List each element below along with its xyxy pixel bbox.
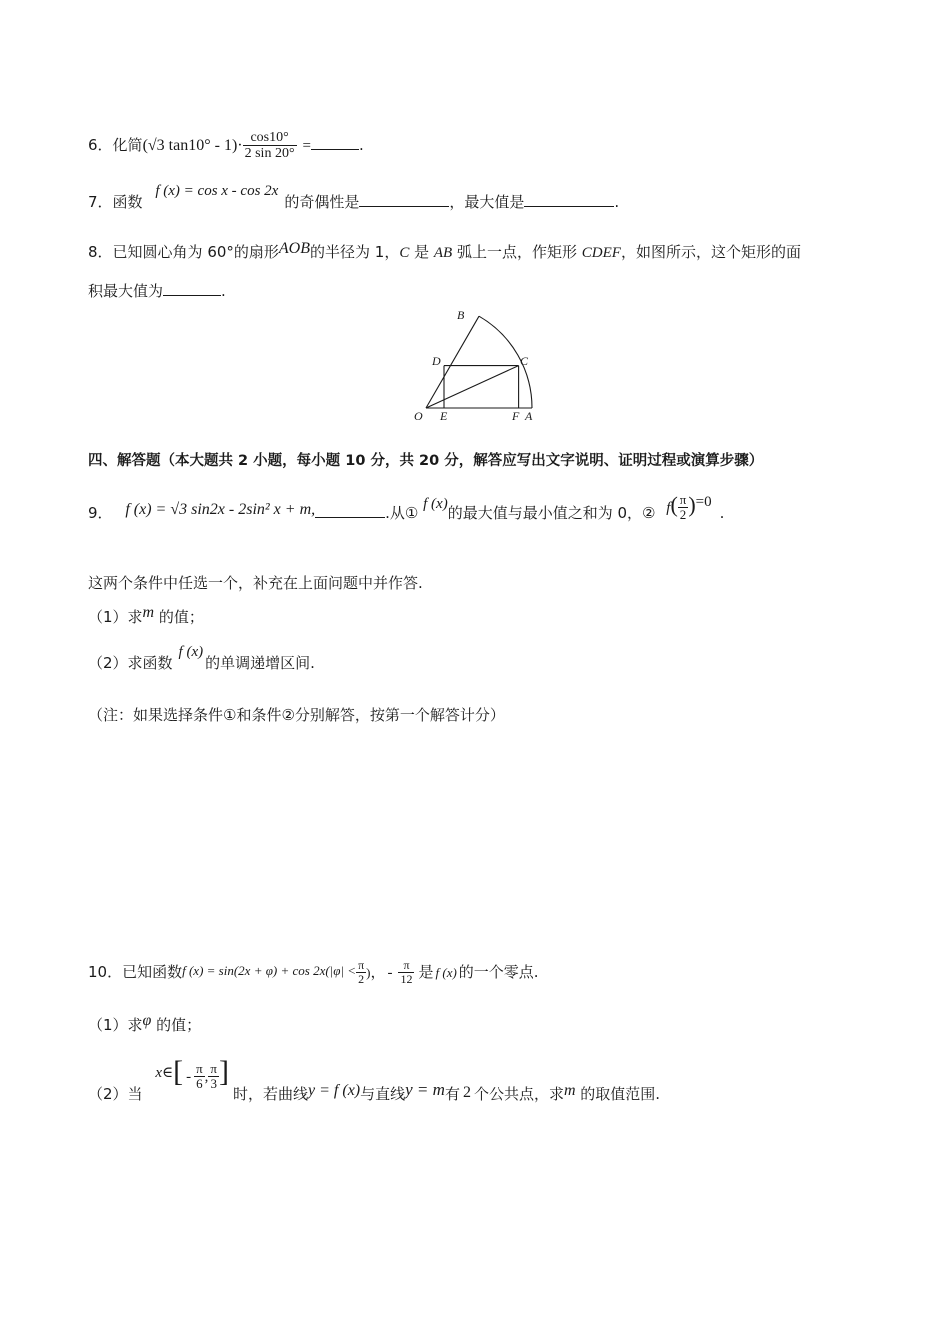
q9-text-b: 的最大值与最小值之和为 0，② — [447, 504, 656, 522]
q9-end: . — [719, 504, 725, 522]
q10-text-c: 的一个零点. — [458, 963, 539, 981]
q9-p1-text-b: 的值； — [154, 608, 204, 626]
q9-f2-paren-close: ) — [688, 492, 696, 517]
q10-interval-pi6: $\frac{\pi}{6}$ — [196, 1060, 203, 1091]
q6-eq: = — [302, 138, 312, 154]
q10-interval-pi3: $\frac{\pi}{3}$ — [210, 1060, 217, 1091]
q10-m: m — [563, 1082, 576, 1099]
q10-pi2-frac: $\frac{\pi}{2}$ — [358, 957, 365, 986]
q9-f2-eq: =0 — [695, 494, 712, 510]
q10-close: ) — [366, 965, 371, 980]
fig-label-b: B — [457, 308, 465, 322]
q8-line2: 积最大值为 — [88, 282, 164, 300]
q10-expr: f (x) = sin(2x + φ) + cos 2x(|φ| < — [182, 963, 357, 978]
q10-y-fx: y = f (x) — [308, 1082, 361, 1099]
q9-p2-text-a: （2）求函数 — [88, 654, 173, 672]
q6-expr: (√3 tan10° - 1)· — [142, 137, 243, 154]
q7-max-blank[interactable] — [524, 191, 614, 207]
q8-c: C — [399, 245, 410, 261]
q9-p2-fx: f (x) — [178, 644, 204, 660]
q6-text: 化简 — [112, 136, 143, 154]
q10-interval-bracket-close: ] — [219, 1055, 229, 1088]
q7-text-c: ，最大值是 — [449, 193, 525, 211]
q6-end: . — [359, 136, 364, 154]
section-4-title: 四、解答题（本大题共 2 小题，每小题 10 分，共 20 分，解答应写出文字说明、证明过程或演算步骤） — [88, 453, 764, 469]
q10-p2-text-f: 的取值范围. — [575, 1085, 661, 1103]
q10-comma: ， — [370, 963, 386, 981]
q8-text-d: 弧上一点，作矩形 — [452, 243, 582, 261]
q8-end: . — [221, 282, 226, 300]
q10-pi12-frac: $\frac{\pi}{12}$ — [400, 957, 413, 986]
q10-p1-text-b: 的值； — [151, 1016, 202, 1034]
q8-text-c: 是 — [409, 243, 434, 261]
q10-p2-text-b: 时，若曲线 — [233, 1085, 309, 1103]
q10-interval-comma: , — [204, 1069, 209, 1085]
sector-figure — [408, 305, 548, 427]
q8-answer-blank[interactable] — [163, 280, 221, 296]
q10-p2-text-a: （2）当 — [88, 1085, 143, 1103]
q10-number: 10． — [88, 963, 123, 981]
q10-p2-text-d: 有 — [444, 1085, 460, 1103]
q6-number: 6． — [88, 136, 113, 154]
q10-part1 — [88, 1012, 201, 1039]
question-10 — [88, 950, 539, 994]
q10-phi: φ — [142, 1012, 152, 1029]
fig-label-o: O — [414, 409, 423, 423]
q8-aob: AOB — [278, 240, 311, 257]
question-8-line2 — [88, 277, 226, 305]
fig-label-d: D — [432, 354, 441, 368]
fig-label-e: E — [440, 409, 448, 423]
q10-interval-bracket-open: [ — [173, 1055, 184, 1088]
q6-fraction: $\frac{\cos 10^\circ}{2 \sin 20^\circ}$ — [244, 129, 295, 161]
q9-p1-text-a: （1）求 — [88, 608, 143, 626]
q7-number: 7． — [88, 193, 113, 211]
q9-text-a: .从① — [385, 504, 419, 522]
q9-part1 — [88, 605, 204, 630]
q6-answer-blank[interactable] — [311, 134, 359, 150]
q8-text-e: ，如图所示，这个矩形的面 — [620, 243, 801, 261]
question-8-line1 — [88, 238, 801, 266]
q9-f2-f: f — [666, 500, 671, 516]
q10-p1-text-a: （1）求 — [88, 1016, 143, 1034]
q9-note: （注：如果选择条件①和条件②分别解答，按第一个解答计分） — [88, 706, 505, 724]
q9-expr: f (x) = √3 sin2x - 2sin² x + m, — [125, 501, 316, 518]
fig-line-oc — [426, 366, 519, 408]
q9-p2-text-b: 的单调递增区间. — [205, 654, 315, 672]
q9-p1-m: m — [142, 604, 155, 621]
question-9 — [88, 486, 724, 536]
q9-line2: 这两个条件中任选一个，补充在上面问题中并作答. — [88, 574, 423, 592]
q9-condition-blank[interactable] — [315, 502, 385, 518]
q8-text-a: 已知圆心角为 60°的扇形 — [112, 243, 279, 261]
fig-label-a: A — [525, 409, 533, 423]
question-6 — [88, 128, 364, 162]
q10-text-a: 已知函数 — [122, 963, 183, 981]
q7-parity-blank[interactable] — [359, 191, 449, 207]
q7-text-a: 函数 — [112, 193, 143, 211]
q8-number: 8． — [88, 243, 113, 261]
q10-x-in: x∈ — [155, 1065, 174, 1081]
q8-cdef: CDEF — [581, 245, 621, 261]
q10-fx: f (x) — [435, 965, 457, 980]
q7-text-b: 的奇偶性是 — [284, 193, 360, 211]
q10-interval-minus: - — [186, 1069, 192, 1085]
q10-p2-text-e: 个公共点，求 — [473, 1085, 564, 1103]
q9-f2-frac: $\frac{\pi}{2}$ — [679, 491, 687, 522]
q9-f2-paren: ( — [670, 492, 678, 517]
q10-p2-text-c: 与直线 — [360, 1085, 406, 1103]
q7-end: . — [614, 193, 620, 211]
q9-fx: f (x) — [423, 496, 448, 512]
fig-label-f: F — [512, 409, 520, 423]
q10-two: 2 — [462, 1084, 471, 1101]
q10-y-m: y = m — [405, 1080, 445, 1099]
question-7 — [88, 182, 619, 222]
fig-label-c: C — [520, 354, 529, 368]
q9-part2 — [88, 643, 315, 684]
q7-expr: f (x) = cos x - cos 2x — [155, 183, 279, 199]
q10-text-b: 是 — [418, 963, 434, 981]
q10-minus: - — [387, 965, 393, 981]
q9-number: 9． — [88, 504, 113, 522]
q8-text-b: 的半径为 1， — [310, 243, 400, 261]
q10-part2 — [88, 1046, 660, 1106]
q8-ab: AB — [433, 245, 453, 261]
